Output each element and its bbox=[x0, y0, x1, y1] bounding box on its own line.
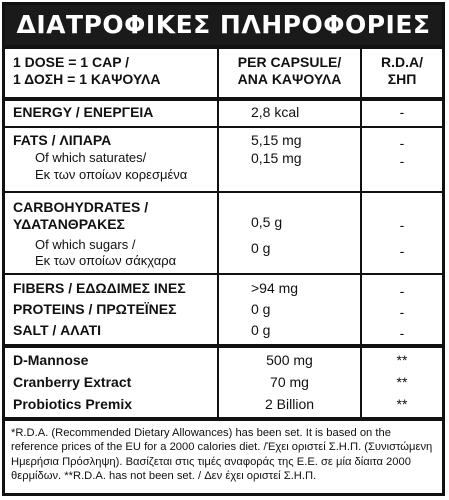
rule-carbs bbox=[5, 273, 442, 275]
mannose-rda: ** bbox=[396, 352, 408, 368]
rule-actives bbox=[5, 417, 442, 421]
saturates-label-gr: Εκ των οποίων κορεσμένα bbox=[35, 167, 188, 182]
mannose-label: D-Mannose bbox=[13, 352, 89, 368]
nutrition-label bbox=[2, 2, 445, 496]
fibers-value: >94 mg bbox=[251, 280, 299, 296]
dose-line-1: 1 DOSE = 1 CAP / bbox=[13, 54, 130, 70]
label-title: ΔΙΑΤΡΟΦΙΚΕΣ ΠΛΗΡΟΦΟΡΙΕΣ bbox=[5, 5, 442, 45]
rda-line-1: R.D.A/ bbox=[381, 54, 423, 70]
rule-salt bbox=[5, 344, 442, 348]
cranberry-value: 70 mg bbox=[270, 374, 309, 390]
fibers-rda: - bbox=[399, 283, 405, 299]
per-capsule-header bbox=[219, 54, 360, 88]
sugars-label-en: Of which sugars / bbox=[35, 237, 136, 252]
saturates-rda: - bbox=[399, 153, 405, 169]
salt-label: SALT / ΑΛΑΤΙ bbox=[13, 322, 102, 338]
fibers-label: FIBERS / ΕΔΩΔΙΜΕΣ ΙΝΕΣ bbox=[13, 280, 186, 296]
rda-header bbox=[362, 54, 442, 88]
proteins-rda: - bbox=[399, 304, 405, 320]
probiotics-label: Probiotics Premix bbox=[13, 396, 133, 412]
rule-header bbox=[5, 97, 442, 101]
fats-rda: - bbox=[399, 135, 405, 151]
sugars-label-gr: Εκ των οποίων σάκχαρα bbox=[35, 253, 177, 268]
cranberry-rda: ** bbox=[396, 374, 408, 390]
rda-line-2: ΣΗΠ bbox=[387, 71, 417, 87]
rule-top bbox=[5, 45, 442, 49]
footnote: *R.D.A. (Recommended Dietary Allowances) has been set. It is based on the reference prices of the EU for a 2000 calories diet. /Έχει οριστεί Σ.Η.Π. (Συνιστώμενη Ημερήσια Πρόσληψη). Βασίζεται στις τιμές αναφοράς της Ε.Ε. σε μία δίαιτα 2000 θερμίδων. **R.D.A. has not been set. / Δεν έχει οριστεί Σ.Η.Π. bbox=[11, 427, 433, 483]
probiotics-rda: ** bbox=[396, 396, 408, 412]
per-line-2: ΑΝΑ ΚΑΨΟΥΛΑ bbox=[237, 71, 342, 87]
per-line-1: PER CAPSULE/ bbox=[237, 54, 342, 70]
saturates-label-en: Of which saturates/ bbox=[35, 150, 147, 165]
energy-label: ENERGY / ΕΝΕΡΓΕΙΑ bbox=[13, 104, 154, 120]
energy-value: 2,8 kcal bbox=[251, 104, 300, 120]
carbs-value: 0,5 g bbox=[251, 214, 283, 230]
dose-header bbox=[13, 54, 213, 88]
salt-value: 0 g bbox=[251, 322, 271, 338]
probiotics-value: 2 Billion bbox=[264, 396, 315, 412]
proteins-value: 0 g bbox=[251, 301, 271, 317]
sugars-value: 0 g bbox=[251, 240, 271, 256]
fats-value: 5,15 mg bbox=[251, 132, 302, 148]
carbs-label-gr: ΥΔΑΤΑΝΘΡΑΚΕΣ bbox=[13, 216, 125, 232]
mannose-value: 500 mg bbox=[266, 352, 313, 368]
energy-rda: - bbox=[399, 104, 405, 120]
carbs-label-en: CARBOHYDRATES / bbox=[13, 199, 149, 215]
sugars-rda: - bbox=[399, 243, 405, 259]
proteins-label: PROTEINS / ΠΡΩΤΕΪΝΕΣ bbox=[13, 301, 177, 317]
salt-rda: - bbox=[399, 325, 405, 341]
rule-fats bbox=[5, 191, 442, 193]
saturates-value: 0,15 mg bbox=[251, 150, 302, 166]
fats-label: FATS / ΛΙΠΑΡΑ bbox=[13, 132, 112, 148]
dose-line-2: 1 ΔΟΣΗ = 1 ΚΑΨΟΥΛΑ bbox=[13, 71, 161, 87]
cranberry-label: Cranberry Extract bbox=[13, 374, 132, 390]
rule-energy bbox=[5, 126, 442, 128]
carbs-rda: - bbox=[399, 217, 405, 233]
